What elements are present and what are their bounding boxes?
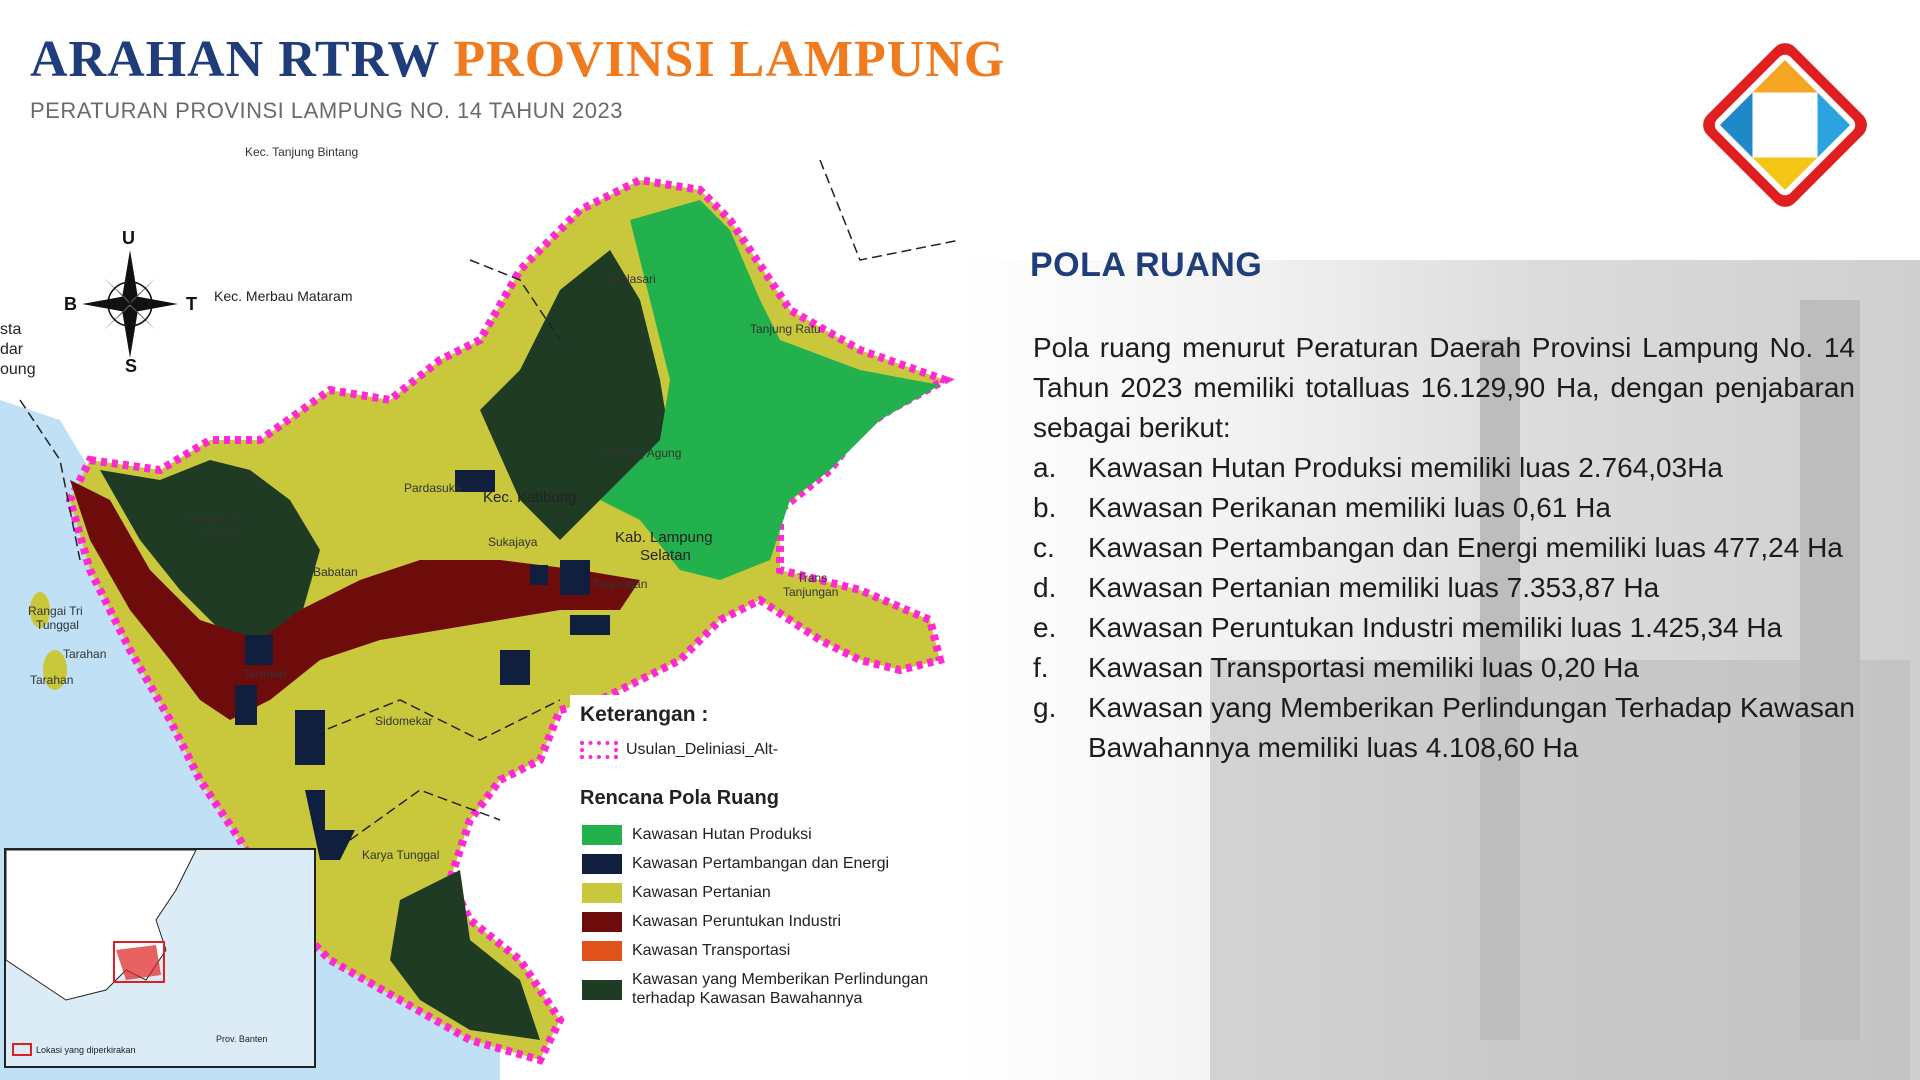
legend-swatch <box>582 854 622 874</box>
list-item <box>1033 608 1855 648</box>
compass-west: B <box>64 294 77 314</box>
section-heading: POLA RUANG <box>1030 246 1263 284</box>
legend-label: Kawasan Hutan Produksi <box>632 826 812 843</box>
province-logo <box>1690 30 1880 220</box>
compass-rose <box>62 228 202 378</box>
zone-pertambangan <box>500 650 530 685</box>
label-tanjung-ratu: Tanjung Ratu <box>750 322 821 336</box>
legend-usulan-label: Usulan_Deliniasi_Alt- <box>626 741 779 758</box>
list-text: Kawasan yang Memberikan Perlindungan Terhadap Kawasan Bawahannya memiliki luas 4.108,60 Ha <box>1088 692 1855 763</box>
list-item <box>1033 448 1855 488</box>
list-text: Kawasan Transportasi memiliki luas 0,20 Ha <box>1088 652 1639 683</box>
compass-north: U <box>122 228 135 248</box>
list-item <box>1033 488 1855 528</box>
zone-pertambangan <box>560 560 590 595</box>
zone-pertambangan <box>570 615 610 635</box>
legend-swatch <box>582 912 622 932</box>
legend-item <box>582 912 932 932</box>
label-tarahan-1: Tarahan <box>63 647 107 661</box>
legend-label: Kawasan Pertanian <box>632 884 771 901</box>
inset-map-graphic <box>6 850 314 1066</box>
legend-boundary-swatch <box>580 741 618 759</box>
label-tanjung-bintang: Kec. Tanjung Bintang <box>245 145 359 159</box>
map-legend <box>570 695 955 1040</box>
legend-heading: Keterangan : <box>580 703 709 726</box>
label-rangai-tri-tunggal-b: Rangai Tri <box>28 604 83 618</box>
label-kec-katibung: Kec. Katibung <box>483 489 577 506</box>
inset-locator-map <box>4 848 316 1068</box>
legend-label: Kawasan Pertambangan dan Energi <box>632 855 890 872</box>
compass-star-icon <box>62 228 202 378</box>
compass-east: T <box>186 294 197 314</box>
list-marker: a. <box>1033 452 1057 483</box>
legend-label: Kawasan yang Memberikan Perlindungan terhadap Kawasan Bawahannya <box>632 971 929 1007</box>
label-trans-tanjungan-2: Tanjungan <box>783 585 839 599</box>
label-tarahan-2: Tarahan <box>30 673 74 687</box>
legend-item <box>582 883 932 903</box>
label-sukajaya: Sukajaya <box>488 535 538 549</box>
legend-swatch <box>582 941 622 961</box>
label-cutoff-line: sta <box>0 321 22 338</box>
legend-swatch <box>582 883 622 903</box>
legend-label: Kawasan Transportasi <box>632 942 791 959</box>
label-tanjung-agung: Tanjung Agung <box>602 446 682 460</box>
label-karya-tunggal: Karya Tunggal <box>362 848 440 862</box>
inset-caption-swatch <box>12 1043 32 1056</box>
list-item <box>1033 648 1855 688</box>
list-item <box>1033 688 1855 768</box>
compass-south: S <box>125 356 138 376</box>
list-item <box>1033 568 1855 608</box>
legend-item <box>582 941 932 961</box>
label-cutoff-line: oung <box>0 361 36 378</box>
list-text: Kawasan Pertambangan dan Energi memiliki luas 477,24 Ha <box>1088 532 1843 563</box>
list-text: Kawasan Peruntukan Industri memiliki luas 1.425,34 Ha <box>1088 612 1783 643</box>
label-rangai-tri-tunggal-b2: Tunggal <box>36 618 79 632</box>
label-kab-lampung-selatan-2: Selatan <box>640 547 691 564</box>
legend-item <box>582 970 932 1008</box>
inset-caption <box>12 1043 136 1056</box>
list-marker: f. <box>1033 652 1049 683</box>
label-neglasari: Neglasari <box>605 272 656 286</box>
legend-label: Kawasan Peruntukan Industri <box>632 913 842 930</box>
legend-item <box>582 854 932 874</box>
page-title <box>30 30 1005 89</box>
inset-caption-text: Lokasi yang diperkirakan <box>36 1044 136 1055</box>
list-marker: g. <box>1033 692 1057 723</box>
legend-swatch <box>582 980 622 1000</box>
list-marker: c. <box>1033 532 1055 563</box>
label-tanjungan: Tanjungan <box>592 577 648 591</box>
label-rangai-tri-tunggal: Rangai Tri <box>188 512 243 526</box>
label-pardasuka: Pardasuka <box>404 481 462 495</box>
list-marker: b. <box>1033 492 1057 523</box>
list-item <box>1033 528 1855 568</box>
label-babatan: Babatan <box>313 565 358 579</box>
label-cutoff-left <box>0 320 36 380</box>
list-text: Kawasan Pertanian memiliki luas 7.353,87 Ha <box>1088 572 1660 603</box>
label-tarahan-3: Tarahan <box>243 667 287 681</box>
zone-pertambangan <box>530 565 548 585</box>
intro-paragraph: Pola ruang menurut Peraturan Daerah Provinsi Lampung No. 14 Tahun 2023 memiliki totalluas 16.129,90 Ha, dengan penjabaran sebagai berikut: <box>1033 332 1855 443</box>
label-trans-tanjungan: Trans <box>797 571 828 585</box>
legend-usulan-row <box>580 741 778 759</box>
label-kec-merbau-mataram: Kec. Merbau Mataram <box>214 288 353 304</box>
list-marker: d. <box>1033 572 1057 603</box>
legend-items <box>582 825 932 1017</box>
list-text: Kawasan Hutan Produksi memiliki luas 2.764,03Ha <box>1088 452 1723 483</box>
zone-pertambangan <box>295 710 325 765</box>
title-part-blue: ARAHAN RTRW <box>30 31 440 88</box>
list-marker: e. <box>1033 612 1057 643</box>
inset-banten-label: Prov. Banten <box>216 1034 268 1044</box>
area-breakdown-list <box>1033 448 1855 768</box>
legend-rencana-heading: Rencana Pola Ruang <box>580 787 779 809</box>
zone-pertambangan <box>245 635 273 665</box>
legend-swatch <box>582 825 622 845</box>
title-part-orange: PROVINSI LAMPUNG <box>453 31 1006 88</box>
legend-item <box>582 825 932 845</box>
label-kab-lampung-selatan: Kab. Lampung <box>615 529 713 546</box>
page-subtitle: PERATURAN PROVINSI LAMPUNG NO. 14 TAHUN 2023 <box>30 98 623 123</box>
label-rangai-tri-tunggal-2: Tunggal <box>197 526 240 540</box>
list-text: Kawasan Perikanan memiliki luas 0,61 Ha <box>1088 492 1611 523</box>
zone-pertambangan <box>235 685 257 725</box>
label-cutoff-line: dar <box>0 341 24 358</box>
label-sidomekar: Sidomekar <box>375 714 433 728</box>
